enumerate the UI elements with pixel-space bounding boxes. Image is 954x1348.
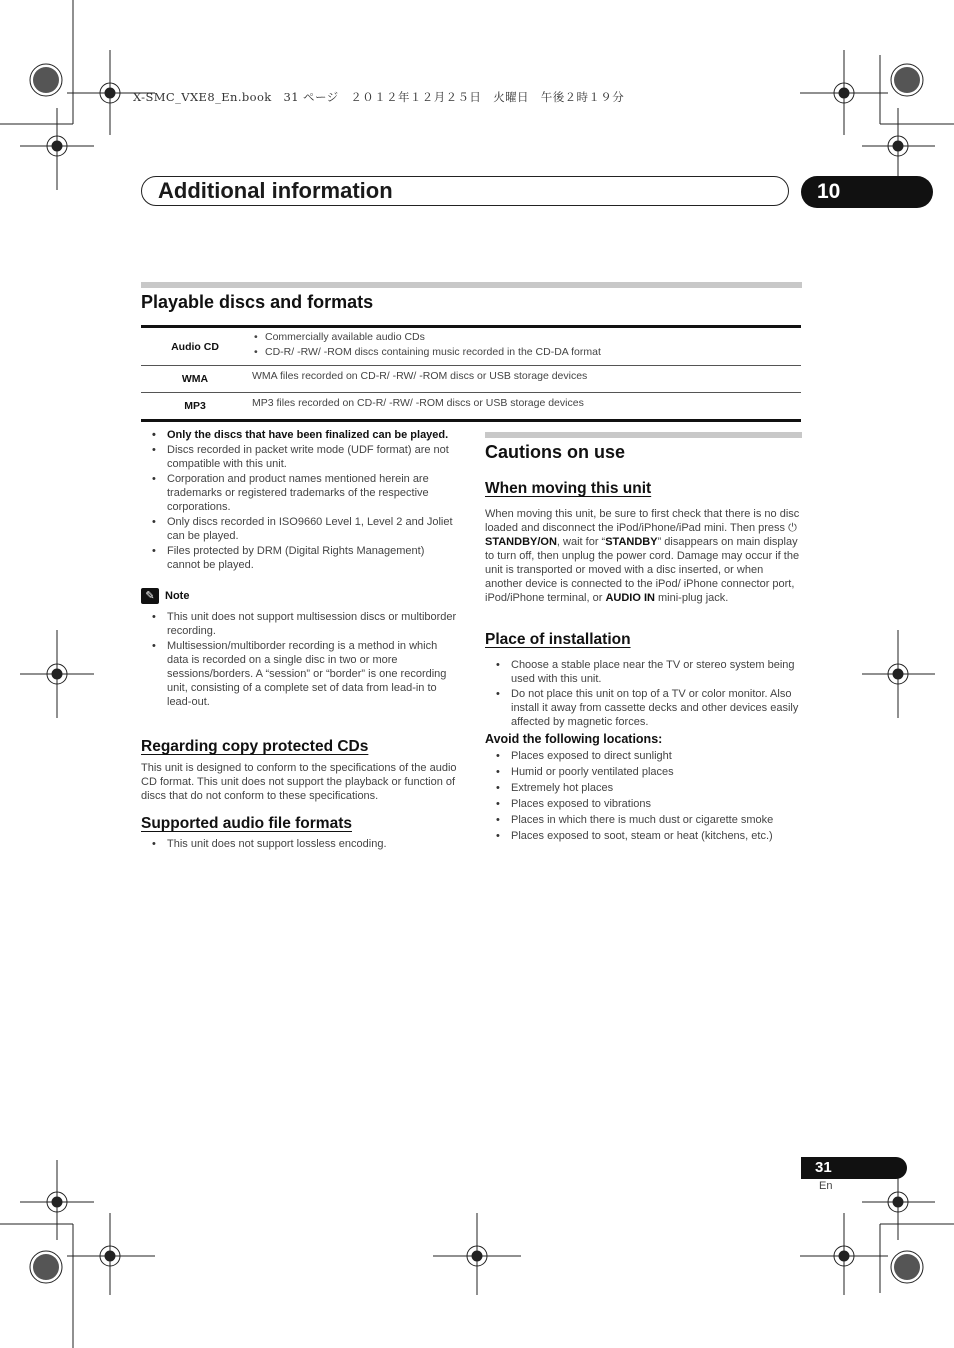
installation-list <box>485 658 803 845</box>
list-item: • Multisession/multiborder recording is a method in which data is recorded on a single disc in two or more sessions/borders. A “session” or “border” is one recording unit, consisting of a complete set of data from lead-in to lead-out. <box>167 639 459 709</box>
table-row <box>141 327 801 366</box>
note-label: Note <box>165 590 190 602</box>
list-item: • Files protected by DRM (Digital Rights Management) cannot be played. <box>167 544 459 572</box>
list-item: • Places exposed to soot, steam or heat (kitchens, etc.) <box>511 829 803 844</box>
format-description: MP3 files recorded on CD-R/ -RW/ -ROM discs or USB storage devices <box>249 393 801 421</box>
list-item: • Do not place this unit on top of a TV or color monitor. Also install it away from cassette decks and other devices easily affected by magnetic forces. <box>511 687 803 729</box>
formats-table <box>141 325 801 422</box>
list-item: • Choose a stable place near the TV or stereo system being used with this unit. <box>511 658 803 686</box>
table-row <box>141 366 801 393</box>
heading-supported-formats: Supported audio file formats <box>141 815 352 832</box>
section-divider-bar <box>141 282 802 288</box>
list-item: • This unit does not support multisession discs or multiborder recording. <box>167 610 459 638</box>
list-item: • Commercially available audio CDs <box>265 330 801 345</box>
note-pencil-icon: ✎ <box>141 588 159 604</box>
table-row <box>141 393 801 421</box>
note-header <box>141 588 459 604</box>
heading-installation: Place of installation <box>485 631 631 648</box>
moving-unit-text <box>485 507 803 605</box>
section-heading-cautions: Cautions on use <box>485 442 626 462</box>
list-item: • Only the discs that have been finalized can be played. <box>167 428 459 442</box>
format-name: MP3 <box>141 393 249 421</box>
power-icon: ⏻ <box>788 522 797 534</box>
list-item: • Places exposed to vibrations <box>511 797 803 812</box>
paragraph: This unit is designed to conform to the specifications of the audio CD format. This unit does not support the playback or function of discs that do not conform to these specifications. <box>141 762 457 802</box>
format-description: WMA files recorded on CD-R/ -RW/ -ROM discs or USB storage devices <box>249 366 801 393</box>
list-item: • CD-R/ -RW/ -ROM discs containing music recorded in the CD-DA format <box>265 345 801 360</box>
supported-formats-list <box>141 837 459 852</box>
paragraph: When moving this unit, be sure to first check that there is no disc loaded and disconnect the iPod/iPhone/iPad mini. Then press ⏻ STANDBY/ON, wait for “STANDBY” disappears on main display to turn off, then unplug the power cord. Damage may occur if the unit is transported or moved with a disc inserted, or when another device is connected to the iPod/ iPhone connector port, iPod/iPhone terminal, or AUDIO IN mini-plug jack. <box>485 508 800 604</box>
avoid-heading: Avoid the following locations: <box>485 732 663 746</box>
list-item: • Corporation and product names mentioned herein are trademarks or registered trademarks of the respective corporations. <box>167 472 459 514</box>
format-name: WMA <box>141 366 249 393</box>
list-item: • This unit does not support lossless encoding. <box>167 837 459 851</box>
copy-protected-text <box>141 761 461 803</box>
list-item: • Discs recorded in packet write mode (UDF format) are not compatible with this unit. <box>167 443 459 471</box>
list-item: • Places exposed to direct sunlight <box>511 749 803 764</box>
disc-requirements-list <box>141 428 459 572</box>
chapter-number-tab: 10 <box>801 176 933 208</box>
format-description <box>249 327 801 366</box>
section-divider-bar <box>485 432 802 438</box>
format-name: Audio CD <box>171 340 219 353</box>
list-item: • Extremely hot places <box>511 781 803 796</box>
section-heading-playable: Playable discs and formats <box>141 292 374 312</box>
list-item: • Places in which there is much dust or cigarette smoke <box>511 813 803 828</box>
print-meta-line: X-SMC_VXE8_En.book 31 ページ ２０１２年１２月２５日 火曜日 午後２時１９分 <box>133 90 625 104</box>
avoid-list <box>485 749 803 844</box>
heading-moving-unit: When moving this unit <box>485 480 652 497</box>
note-list <box>141 610 459 709</box>
list-item: • Only discs recorded in ISO9660 Level 1, Level 2 and Joliet can be played. <box>167 515 459 543</box>
chapter-title: Additional information <box>158 178 393 203</box>
list-item: • Humid or poorly ventilated places <box>511 765 803 780</box>
page-language: En <box>819 1180 833 1192</box>
page-number: 31 <box>801 1157 907 1179</box>
heading-copy-protected: Regarding copy protected CDs <box>141 738 369 755</box>
left-column <box>141 428 459 710</box>
